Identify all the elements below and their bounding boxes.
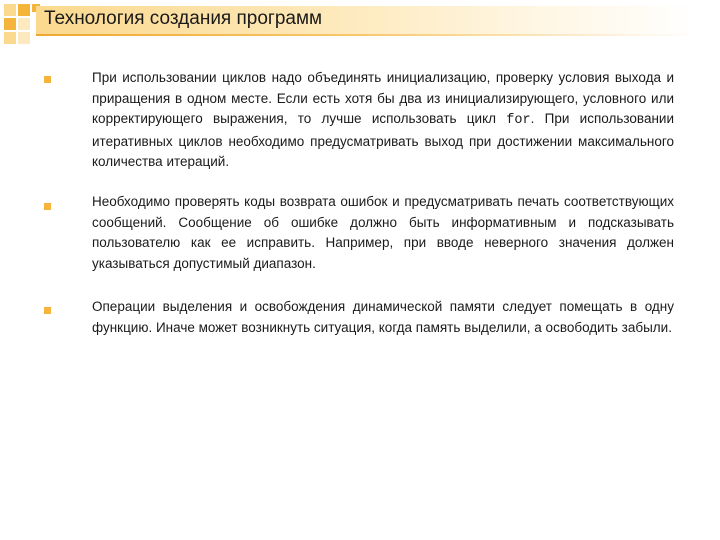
decor-square xyxy=(4,18,16,30)
bullet-icon xyxy=(44,307,51,314)
bullet-text-3: Операции выделения и освобождения динамической памяти следует помещать в одну функцию. Иначе может возникнуть ситуация, когда память выделили, а освободить забыли. xyxy=(92,299,674,335)
bullet-text-1-before: При использовании циклов надо объединять инициализацию, проверку условия выхода и приращения в одном месте. Если есть хотя бы два из инициализирующего, условного или корректирующего выражения, то лучше использовать цикл xyxy=(92,70,674,126)
code-keyword: for xyxy=(506,113,531,128)
decor-square xyxy=(18,32,30,44)
slide-title: Технология создания программ xyxy=(44,8,323,29)
bullet-icon xyxy=(44,203,51,210)
decor-square xyxy=(4,4,16,16)
bullet-text-2: Необходимо проверять коды возврата ошибок и предусматривать печать соответствующих сообщений. Сообщение об ошибке должно быть информативным и подсказывать пользователю как ее исправить. Например, при вводе неверного значения должен указываться допустимый диапазон. xyxy=(92,194,674,271)
bullet-text-1 xyxy=(92,68,674,173)
decor-square xyxy=(18,4,30,16)
decor-square xyxy=(4,32,16,44)
title-underline xyxy=(36,34,696,36)
bullet-text-1-after: . При использовании итеративных циклов необходимо предусматривать выход при достижении максимального количества итераций. xyxy=(92,111,674,169)
decor-square xyxy=(18,18,30,30)
bullet-icon xyxy=(44,76,51,83)
